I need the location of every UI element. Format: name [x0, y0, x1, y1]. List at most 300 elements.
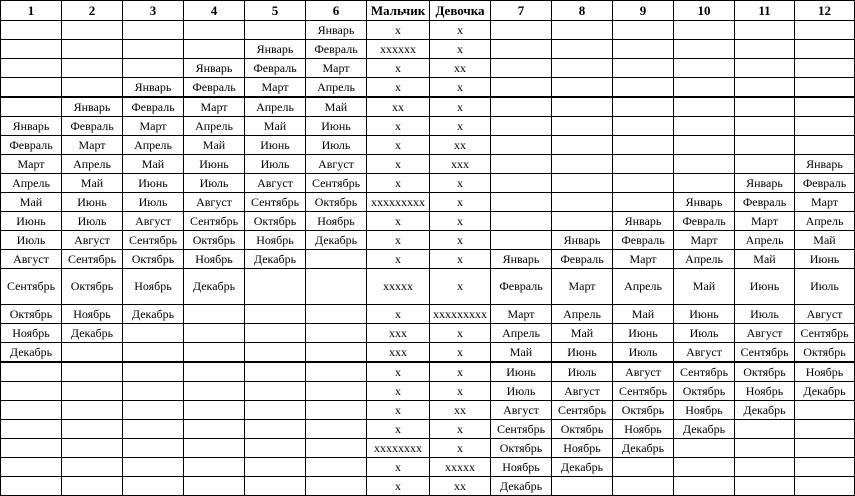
month-cell: Сентябрь	[306, 174, 367, 193]
month-cell: Май	[1, 193, 62, 212]
month-cell	[674, 59, 735, 78]
col-7-header: 7	[491, 1, 552, 21]
table-row	[1, 231, 855, 250]
month-cell: Март	[552, 269, 613, 305]
month-cell: Февраль	[491, 269, 552, 305]
month-cell	[184, 458, 245, 477]
month-cell: Ноябрь	[1, 324, 62, 343]
month-cell	[552, 21, 613, 40]
month-cell	[613, 78, 674, 98]
month-cell	[184, 343, 245, 363]
month-cell	[491, 212, 552, 231]
month-cell: Март	[674, 231, 735, 250]
girl-mark-cell: xxxxx	[430, 458, 491, 477]
month-cell	[735, 420, 795, 439]
month-cell: Апрель	[306, 78, 367, 98]
col-9-header: 9	[613, 1, 674, 21]
boy-mark-cell: x	[367, 477, 430, 496]
month-cell: Апрель	[1, 174, 62, 193]
month-cell: Ноябрь	[123, 269, 184, 305]
month-cell	[62, 40, 123, 59]
table-row	[1, 458, 855, 477]
month-cell	[552, 477, 613, 496]
month-cell: Ноябрь	[735, 382, 795, 401]
month-cell	[491, 59, 552, 78]
table-row	[1, 78, 855, 98]
table-row	[1, 250, 855, 269]
month-cell: Июнь	[552, 343, 613, 363]
month-cell: Август	[306, 155, 367, 174]
month-cell	[306, 382, 367, 401]
month-cell	[184, 362, 245, 382]
month-cell: Ноябрь	[552, 439, 613, 458]
month-cell: Февраль	[62, 117, 123, 136]
month-cell: Сентябрь	[674, 362, 735, 382]
month-cell	[552, 136, 613, 155]
month-cell: Сентябрь	[795, 324, 855, 343]
month-cell	[123, 362, 184, 382]
boy-mark-cell: x	[367, 401, 430, 420]
boy-column-header: Мальчик	[367, 1, 430, 21]
month-cell: Апрель	[613, 269, 674, 305]
month-cell	[306, 305, 367, 324]
month-cell	[613, 117, 674, 136]
month-cell: Декабрь	[613, 439, 674, 458]
month-cell	[306, 420, 367, 439]
table-row	[1, 477, 855, 496]
month-cell: Январь	[795, 155, 855, 174]
month-cell	[613, 136, 674, 155]
month-cell: Апрель	[795, 212, 855, 231]
month-cell: Январь	[1, 117, 62, 136]
month-cell	[123, 420, 184, 439]
month-cell	[491, 155, 552, 174]
month-cell	[613, 40, 674, 59]
month-cell	[184, 324, 245, 343]
month-cell: Июнь	[491, 362, 552, 382]
month-cell	[245, 362, 306, 382]
col-8-header: 8	[552, 1, 613, 21]
boy-mark-cell: x	[367, 21, 430, 40]
month-cell	[674, 21, 735, 40]
month-cell	[306, 362, 367, 382]
boy-mark-cell: xxx	[367, 343, 430, 363]
month-cell: Октябрь	[613, 401, 674, 420]
month-cell	[552, 97, 613, 117]
month-cell: Февраль	[306, 40, 367, 59]
month-cell: Март	[245, 78, 306, 98]
girl-mark-cell: x	[430, 324, 491, 343]
month-cell: Сентябрь	[613, 382, 674, 401]
month-cell: Июль	[491, 382, 552, 401]
month-cell: Январь	[306, 21, 367, 40]
month-cell: Декабрь	[735, 401, 795, 420]
month-cell: Июнь	[306, 117, 367, 136]
month-cell: Апрель	[674, 250, 735, 269]
month-cell: Ноябрь	[184, 250, 245, 269]
month-cell: Ноябрь	[245, 231, 306, 250]
month-cell: Апрель	[184, 117, 245, 136]
month-cell	[674, 155, 735, 174]
month-cell: Август	[184, 193, 245, 212]
col-5-header: 5	[245, 1, 306, 21]
month-cell	[306, 439, 367, 458]
month-cell: Февраль	[123, 97, 184, 117]
month-cell: Май	[184, 136, 245, 155]
month-cell	[306, 250, 367, 269]
month-cell	[245, 439, 306, 458]
girl-mark-cell: x	[430, 174, 491, 193]
table-row	[1, 97, 855, 117]
month-cell	[795, 136, 855, 155]
month-cell: Декабрь	[491, 477, 552, 496]
month-cell: Май	[123, 155, 184, 174]
month-cell	[1, 362, 62, 382]
month-cell: Июнь	[123, 174, 184, 193]
month-cell: Октябрь	[184, 231, 245, 250]
month-cell: Март	[306, 59, 367, 78]
month-cell	[62, 382, 123, 401]
table-row	[1, 117, 855, 136]
month-cell	[62, 362, 123, 382]
month-cell	[674, 136, 735, 155]
month-cell	[62, 21, 123, 40]
girl-mark-cell: x	[430, 21, 491, 40]
month-cell: Август	[613, 362, 674, 382]
month-cell: Ноябрь	[306, 212, 367, 231]
boy-mark-cell: xxxxxxxx	[367, 439, 430, 458]
boy-mark-cell: xx	[367, 97, 430, 117]
girl-mark-cell: x	[430, 269, 491, 305]
month-cell: Май	[62, 174, 123, 193]
col-1-header: 1	[1, 1, 62, 21]
table-row	[1, 343, 855, 363]
girl-mark-cell: x	[430, 343, 491, 363]
boy-mark-cell: x	[367, 231, 430, 250]
month-cell: Октябрь	[735, 362, 795, 382]
month-cell	[184, 477, 245, 496]
month-cell: Октябрь	[123, 250, 184, 269]
table-row	[1, 212, 855, 231]
boy-mark-cell: x	[367, 59, 430, 78]
month-cell	[184, 382, 245, 401]
month-cell: Январь	[184, 59, 245, 78]
month-cell	[552, 40, 613, 59]
month-cell	[491, 40, 552, 59]
month-cell	[613, 97, 674, 117]
month-cell	[1, 439, 62, 458]
col-10-header: 10	[674, 1, 735, 21]
month-cell	[123, 401, 184, 420]
month-cell: Январь	[62, 97, 123, 117]
month-cell	[735, 136, 795, 155]
month-cell	[62, 420, 123, 439]
table-row	[1, 193, 855, 212]
month-cell	[491, 97, 552, 117]
month-cell: Март	[491, 305, 552, 324]
month-cell	[62, 343, 123, 363]
month-cell	[62, 458, 123, 477]
month-cell	[735, 439, 795, 458]
month-cell: Август	[491, 401, 552, 420]
month-cell: Октябрь	[795, 343, 855, 363]
month-cell	[552, 212, 613, 231]
girl-mark-cell: x	[430, 97, 491, 117]
month-cell: Январь	[491, 250, 552, 269]
month-cell	[552, 155, 613, 174]
month-cell	[123, 382, 184, 401]
month-cell: Декабрь	[795, 382, 855, 401]
month-cell	[1, 477, 62, 496]
month-cell: Октябрь	[1, 305, 62, 324]
month-cell: Октябрь	[552, 420, 613, 439]
month-cell	[306, 269, 367, 305]
month-cell	[306, 458, 367, 477]
boy-mark-cell: x	[367, 174, 430, 193]
month-cell	[245, 420, 306, 439]
month-cell: Февраль	[795, 174, 855, 193]
table-row	[1, 59, 855, 78]
month-cell: Сентябрь	[552, 401, 613, 420]
month-cell: Март	[123, 117, 184, 136]
month-cell	[735, 21, 795, 40]
month-cell: Май	[245, 117, 306, 136]
month-cell	[245, 269, 306, 305]
month-cell: Август	[123, 212, 184, 231]
month-cell: Июнь	[62, 193, 123, 212]
month-cell: Май	[795, 231, 855, 250]
month-cell	[735, 155, 795, 174]
month-cell: Ноябрь	[491, 458, 552, 477]
month-cell	[62, 477, 123, 496]
month-cell	[1, 97, 62, 117]
girl-mark-cell: xx	[430, 401, 491, 420]
month-cell: Июнь	[735, 269, 795, 305]
girl-mark-cell: x	[430, 117, 491, 136]
month-cell: Октябрь	[674, 382, 735, 401]
month-cell: Сентябрь	[1, 269, 62, 305]
month-cell	[491, 193, 552, 212]
boy-mark-cell: xxx	[367, 324, 430, 343]
month-cell	[62, 439, 123, 458]
month-cell: Июнь	[795, 250, 855, 269]
month-cell	[674, 458, 735, 477]
month-cell	[123, 59, 184, 78]
month-cell	[735, 59, 795, 78]
table-row	[1, 382, 855, 401]
month-cell	[674, 117, 735, 136]
month-cell: Июнь	[674, 305, 735, 324]
month-cell	[735, 97, 795, 117]
month-cell	[245, 343, 306, 363]
month-cell	[306, 343, 367, 363]
month-cell: Октябрь	[491, 439, 552, 458]
table-row	[1, 40, 855, 59]
month-cell	[795, 420, 855, 439]
month-cell	[613, 21, 674, 40]
month-cell: Ноябрь	[795, 362, 855, 382]
month-cell: Декабрь	[1, 343, 62, 363]
girl-mark-cell: x	[430, 250, 491, 269]
col-6-header: 6	[306, 1, 367, 21]
month-cell	[1, 21, 62, 40]
month-cell	[184, 21, 245, 40]
month-cell: Сентябрь	[123, 231, 184, 250]
month-cell: Декабрь	[62, 324, 123, 343]
month-cell	[613, 174, 674, 193]
month-cell: Февраль	[613, 231, 674, 250]
table-row	[1, 174, 855, 193]
boy-mark-cell: x	[367, 117, 430, 136]
month-cell	[795, 401, 855, 420]
month-cell	[674, 78, 735, 98]
month-cell	[613, 155, 674, 174]
month-cell: Сентябрь	[62, 250, 123, 269]
boy-mark-cell: x	[367, 382, 430, 401]
month-cell	[245, 477, 306, 496]
month-cell	[184, 305, 245, 324]
table-row	[1, 155, 855, 174]
month-cell: Сентябрь	[491, 420, 552, 439]
boy-mark-cell: x	[367, 250, 430, 269]
month-cell: Март	[613, 250, 674, 269]
month-cell: Декабрь	[552, 458, 613, 477]
month-cell	[123, 40, 184, 59]
month-cell: Июнь	[613, 324, 674, 343]
month-cell	[674, 439, 735, 458]
month-cell	[795, 78, 855, 98]
month-cell	[1, 78, 62, 98]
month-cell: Июнь	[1, 212, 62, 231]
month-cell: Август	[735, 324, 795, 343]
girl-mark-cell: x	[430, 382, 491, 401]
month-cell: Октябрь	[306, 193, 367, 212]
month-cell	[306, 324, 367, 343]
month-cell	[795, 439, 855, 458]
month-cell	[1, 401, 62, 420]
month-cell: Июль	[1, 231, 62, 250]
month-cell: Август	[795, 305, 855, 324]
boy-mark-cell: x	[367, 155, 430, 174]
month-cell: Декабрь	[184, 269, 245, 305]
month-cell: Октябрь	[245, 212, 306, 231]
boy-mark-cell: x	[367, 305, 430, 324]
month-cell: Июль	[123, 193, 184, 212]
month-cell: Июль	[735, 305, 795, 324]
month-cell: Февраль	[245, 59, 306, 78]
month-cell: Март	[1, 155, 62, 174]
month-cell: Апрель	[491, 324, 552, 343]
month-cell	[674, 477, 735, 496]
col-3-header: 3	[123, 1, 184, 21]
month-cell	[552, 59, 613, 78]
month-cell: Май	[613, 305, 674, 324]
month-cell: Январь	[674, 193, 735, 212]
month-cell	[552, 193, 613, 212]
month-cell: Август	[552, 382, 613, 401]
boy-mark-cell: x	[367, 78, 430, 98]
month-cell	[184, 401, 245, 420]
month-cell	[123, 21, 184, 40]
month-cell: Июль	[184, 174, 245, 193]
month-cell	[552, 78, 613, 98]
col-4-header: 4	[184, 1, 245, 21]
month-cell	[123, 458, 184, 477]
month-cell	[613, 458, 674, 477]
boy-mark-cell: x	[367, 362, 430, 382]
month-cell	[674, 174, 735, 193]
month-cell: Декабрь	[245, 250, 306, 269]
month-cell: Сентябрь	[735, 343, 795, 363]
boy-mark-cell: xxxxxx	[367, 40, 430, 59]
month-cell	[123, 324, 184, 343]
month-cell: Март	[795, 193, 855, 212]
girl-mark-cell: x	[430, 78, 491, 98]
month-cell	[184, 420, 245, 439]
month-cell: Июнь	[184, 155, 245, 174]
month-cell: Июль	[613, 343, 674, 363]
boy-mark-cell: x	[367, 420, 430, 439]
month-cell	[245, 458, 306, 477]
month-cell	[674, 97, 735, 117]
girl-mark-cell: xx	[430, 59, 491, 78]
month-cell	[306, 401, 367, 420]
month-cell	[245, 21, 306, 40]
girl-mark-cell: x	[430, 420, 491, 439]
month-cell	[123, 477, 184, 496]
month-cell: Январь	[123, 78, 184, 98]
month-cell	[795, 477, 855, 496]
month-cell: Март	[184, 97, 245, 117]
month-cell	[735, 458, 795, 477]
table-row	[1, 269, 855, 305]
table-row	[1, 21, 855, 40]
month-cell: Февраль	[184, 78, 245, 98]
month-cell: Август	[1, 250, 62, 269]
month-cell: Январь	[613, 212, 674, 231]
boy-mark-cell: x	[367, 212, 430, 231]
table-row	[1, 401, 855, 420]
month-cell: Январь	[735, 174, 795, 193]
girl-column-header: Девочка	[430, 1, 491, 21]
month-cell	[184, 439, 245, 458]
boy-mark-cell: x	[367, 136, 430, 155]
month-cell: Апрель	[123, 136, 184, 155]
month-cell	[795, 21, 855, 40]
month-cell	[1, 382, 62, 401]
month-cell: Ноябрь	[613, 420, 674, 439]
month-cell: Декабрь	[674, 420, 735, 439]
month-cell	[123, 343, 184, 363]
month-cell: Февраль	[735, 193, 795, 212]
girl-mark-cell: xxx	[430, 155, 491, 174]
month-cell	[491, 21, 552, 40]
month-cell	[795, 117, 855, 136]
month-cell	[306, 477, 367, 496]
month-cell	[491, 117, 552, 136]
month-cell	[245, 305, 306, 324]
girl-mark-cell: x	[430, 439, 491, 458]
month-cell	[1, 40, 62, 59]
month-cell: Ноябрь	[62, 305, 123, 324]
col-11-header: 11	[735, 1, 795, 21]
table-row	[1, 324, 855, 343]
month-cell: Март	[735, 212, 795, 231]
month-cell	[245, 324, 306, 343]
month-cell: Февраль	[552, 250, 613, 269]
month-cell	[1, 59, 62, 78]
month-cell: Апрель	[245, 97, 306, 117]
